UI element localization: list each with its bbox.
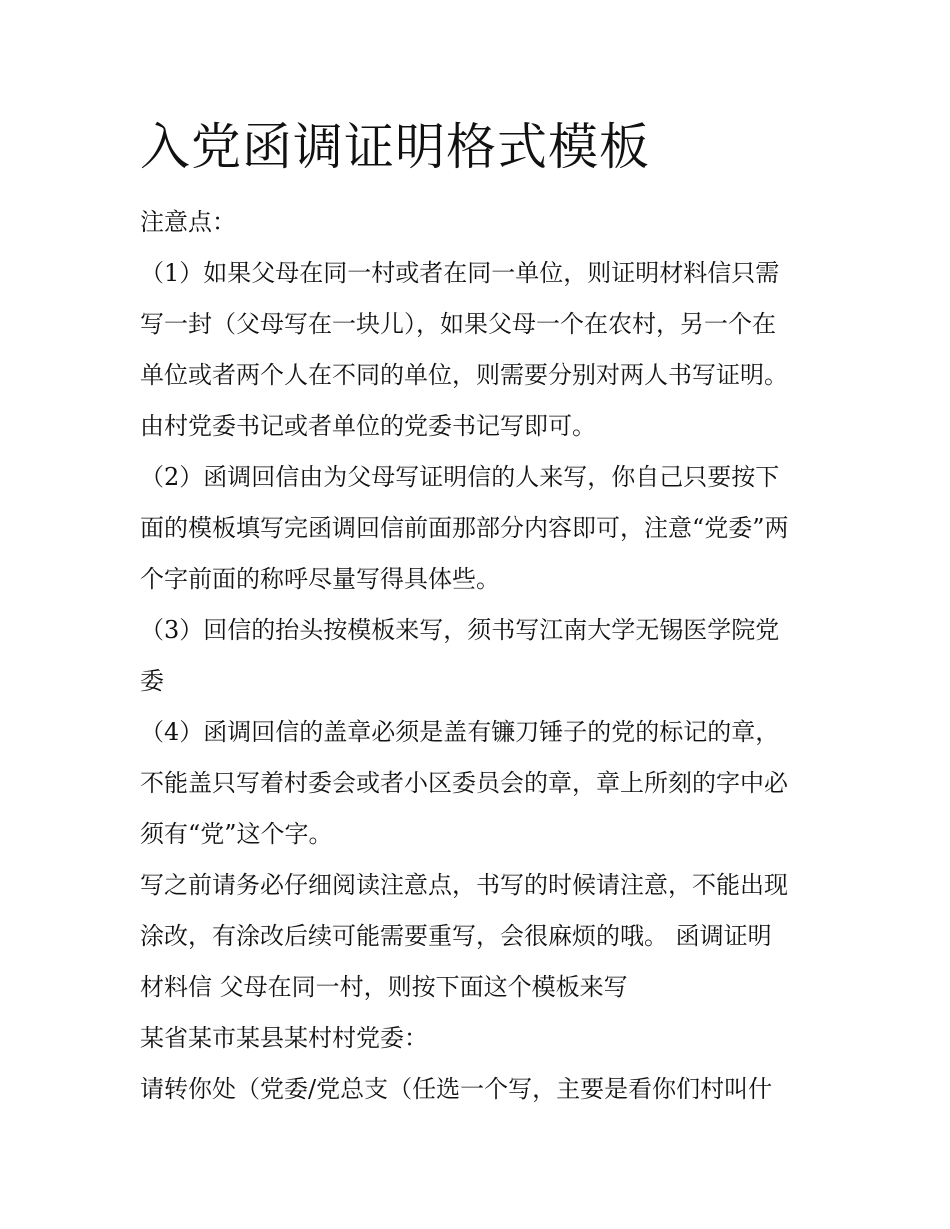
text-line: 个字前面的称呼尽量写得具体些。 (140, 565, 500, 593)
text-line: 由村党委书记或者单位的党委书记写即可。 (140, 412, 596, 440)
text-line: 须有“党”这个字。 (140, 820, 333, 848)
text-line: （2）函调回信由为父母写证明信的人来写，你自己只要按下 (140, 463, 780, 491)
text-line: （3）回信的抬头按模板来写，须书写江南大学无锡医学院党 (140, 616, 780, 644)
text-line: 不能盖只写着村委会或者小区委员会的章，章上所刻的字中必 (140, 769, 788, 797)
text-line: 注意点： (140, 208, 236, 236)
text-line: 委 (140, 667, 164, 695)
text-line: 材料信 父母在同一村，则按下面这个模板来写 (140, 973, 628, 1001)
document-title: 入党函调证明格式模板 (140, 118, 650, 176)
text-line: 写之前请务必仔细阅读注意点，书写的时候请注意，不能出现 (140, 871, 788, 899)
text-line: （1）如果父母在同一村或者在同一单位，则证明材料信只需 (140, 259, 780, 287)
text-line: 请转你处（党委/党总支（任选一个写，主要是看你们村叫什 (140, 1075, 773, 1103)
text-line: 涂改，有涂改后续可能需要重写，会很麻烦的哦。 函调证明 (140, 922, 772, 950)
document-body (140, 197, 820, 1115)
text-line: 面的模板填写完函调回信前面那部分内容即可，注意“党委”两 (140, 514, 789, 542)
text-line: 某省某市某县某村村党委： (140, 1024, 428, 1052)
text-line: 单位或者两个人在不同的单位，则需要分别对两人书写证明。 (140, 361, 788, 389)
text-line: 写一封（父母写在一块儿），如果父母一个在农村，另一个在 (140, 310, 776, 338)
text-line: （4）函调回信的盖章必须是盖有镰刀锤子的党的标记的章， (140, 718, 780, 746)
